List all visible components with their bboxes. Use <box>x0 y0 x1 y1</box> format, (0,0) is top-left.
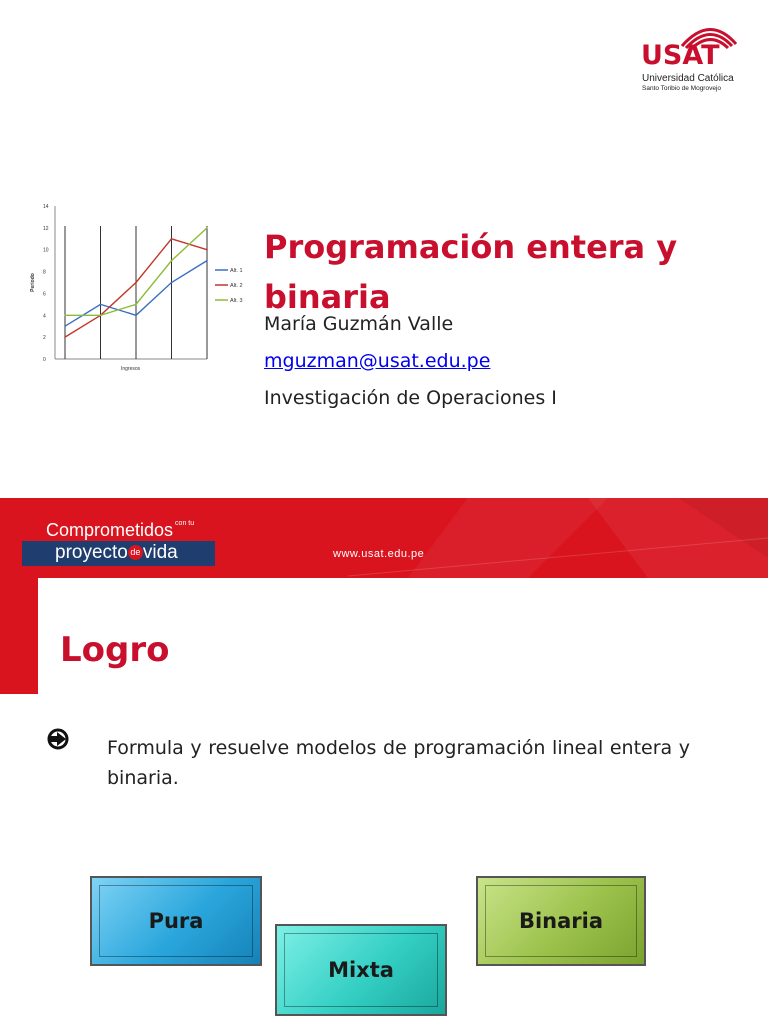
website-url[interactable]: www.usat.edu.pe <box>333 548 425 560</box>
data-point <box>171 260 173 262</box>
mixta-box <box>275 924 447 1016</box>
data-point <box>135 314 137 316</box>
data-point <box>64 325 66 327</box>
presentation-title: Programación entera y binaria <box>264 228 678 316</box>
x-axis-label: Ingresos <box>121 366 141 372</box>
data-point <box>171 282 173 284</box>
banner-pattern <box>348 498 768 578</box>
slogan-small: con tu <box>175 520 195 527</box>
y-tick-label: 12 <box>43 225 49 232</box>
data-point <box>135 282 137 284</box>
objective-text: Formula y resuelve modelos de programación lineal entera y binaria. <box>107 737 690 789</box>
title-slide <box>0 0 768 498</box>
side-accent-bar <box>0 578 38 694</box>
binaria-label: Binaria <box>518 909 604 933</box>
pura-box <box>90 876 262 966</box>
slogan-line-1 <box>46 520 194 541</box>
y-tick-label: 6 <box>43 291 46 298</box>
slogan-line-2 <box>55 542 178 564</box>
binaria-box <box>476 876 646 966</box>
data-point <box>135 304 137 306</box>
y-tick-label: 0 <box>43 357 46 363</box>
legend-label: Alt. 1 <box>230 268 243 274</box>
data-point <box>100 314 102 316</box>
line-chart <box>22 198 262 378</box>
de-badge: de <box>128 545 143 560</box>
section-title: Logro <box>60 630 170 670</box>
logo-university-name: Universidad Católica <box>642 73 734 84</box>
author-name: María Guzmán Valle <box>264 313 454 335</box>
pura-label: Pura <box>148 909 204 933</box>
data-point <box>206 260 208 262</box>
arrow-bullet-icon <box>47 728 69 750</box>
slogan-proyecto: proyecto <box>55 542 128 563</box>
mixta-label: Mixta <box>328 958 394 982</box>
author-email-link[interactable]: mguzman@usat.edu.pe <box>264 350 491 372</box>
logo-wordmark: USAT <box>641 40 720 71</box>
data-point <box>64 314 66 316</box>
y-tick-label: 4 <box>43 313 46 320</box>
y-tick-label: 2 <box>43 335 46 342</box>
legend-label: Alt. 3 <box>230 298 243 304</box>
data-point <box>206 227 208 229</box>
y-tick-label: 8 <box>43 269 46 276</box>
data-point <box>206 249 208 251</box>
slogan-text: Comprometidos <box>46 520 174 540</box>
data-point <box>100 304 102 306</box>
y-tick-label: 14 <box>43 204 49 210</box>
data-point <box>64 336 66 338</box>
y-axis-label: Periodo <box>30 273 36 292</box>
slogan-vida: vida <box>142 542 178 563</box>
y-tick-label: 10 <box>43 247 49 254</box>
data-point <box>171 238 173 240</box>
logo-university-subname: Santo Toribio de Mogrovejo <box>642 85 722 92</box>
course-name: Investigación de Operaciones I <box>264 387 557 409</box>
legend-label: Alt. 2 <box>230 283 243 289</box>
